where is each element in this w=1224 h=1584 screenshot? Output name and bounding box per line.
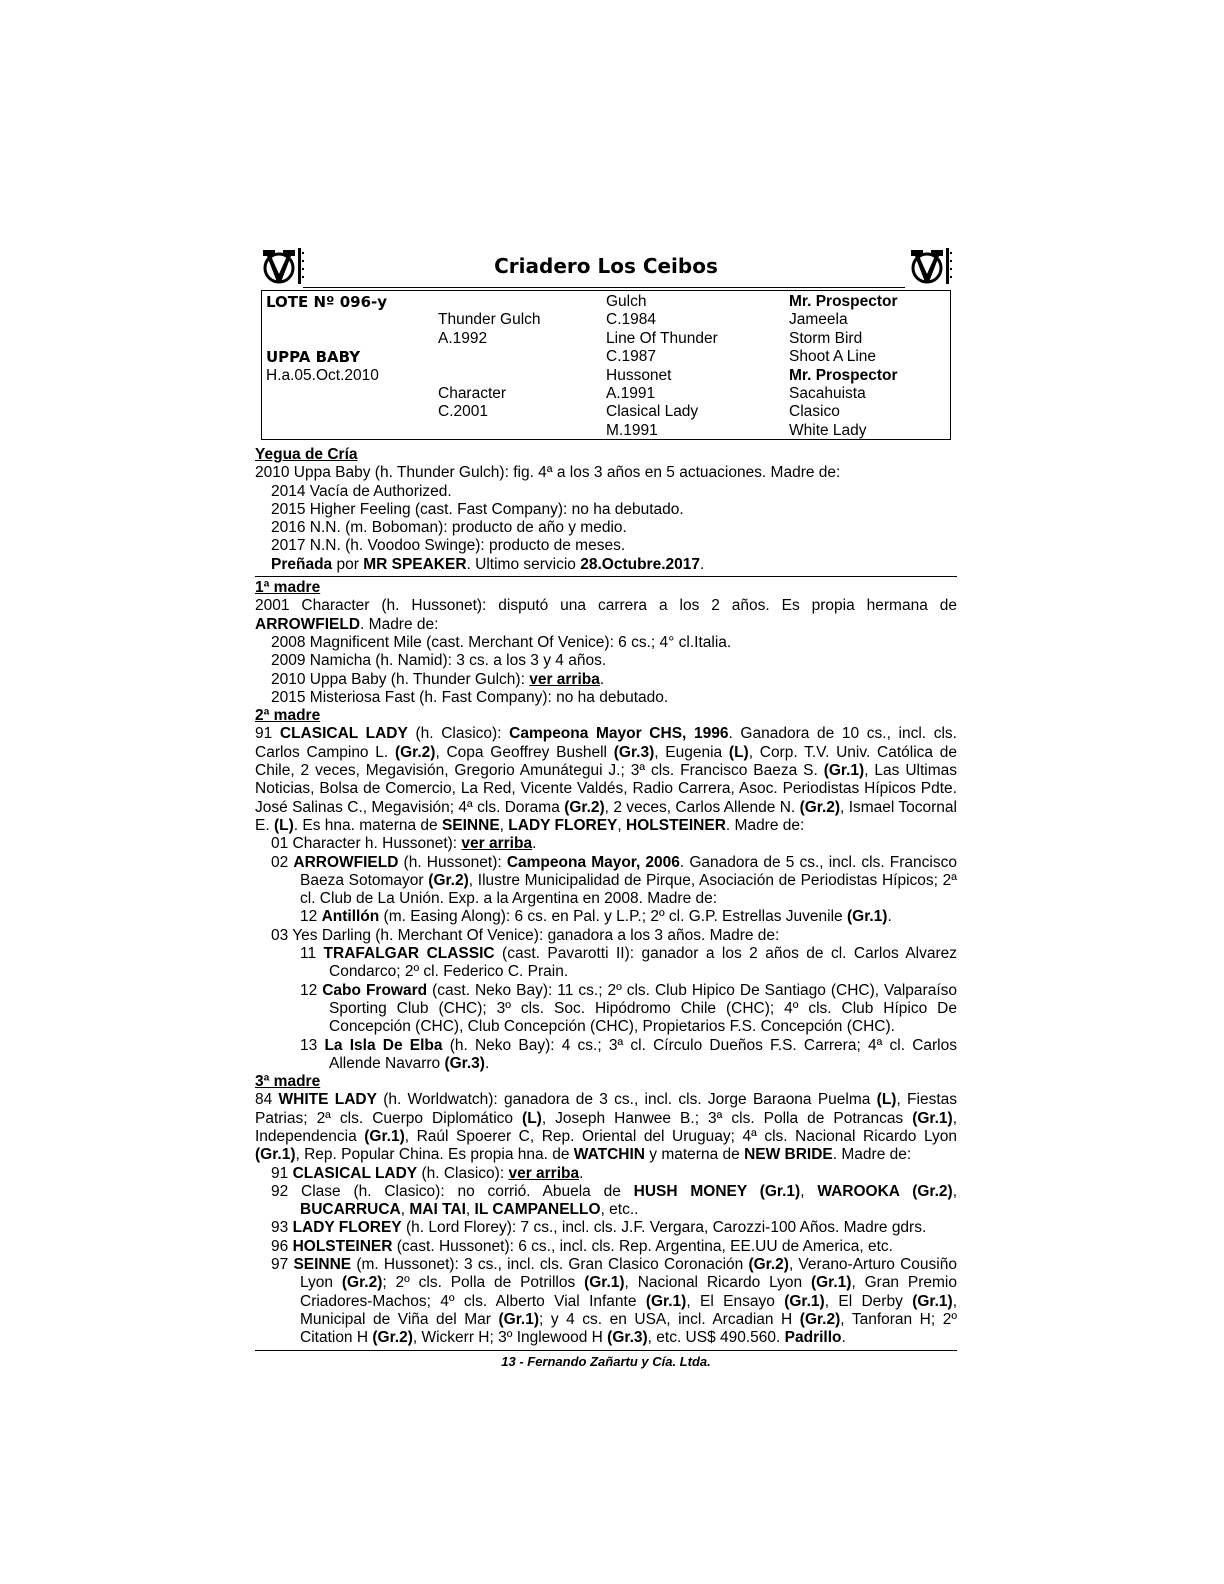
pedigree-cell: Shoot A Line [789,348,877,366]
page-header [255,240,957,290]
list-item: 01 Character h. Hussonet): ver arriba. [271,835,537,853]
list-item: 2014 Vacía de Authorized. [271,482,452,500]
pedigree-cell: C.1984 [606,311,656,329]
sire-info: A.1992 [438,329,488,347]
pedigree-col-grandparents [606,293,718,440]
list-item: 12 Antillón (m. Easing Along): 6 cs. en Pal. y L.P.; 2º cl. G.P. Estrellas Juvenile (Gr.1). [300,908,892,926]
pregnancy-line: Preñada por MR SPEAKER. Ultimo servicio 28.Octubre.2017. [271,555,705,573]
catalog-page [255,240,957,1371]
list-item: 2008 Magnificent Mile (cast. Merchant Of Venice): 6 cs.; 4° cl.Italia. [271,633,732,651]
pedigree-cell: Mr. Prospector [789,293,898,310]
pedigree-cell: Storm Bird [789,329,863,347]
list-item: 2009 Namicha (h. Namid): 3 cs. a los 3 y 4 años. [271,652,607,670]
dam-name: Character [438,384,507,402]
section-divider [255,576,957,577]
list-item: 12 Cabo Froward (cast. Neko Bay): 11 cs.; 2º cls. Club Hipico De Santiago (CHC), Valparaíso Sporting Club (CHC); 3º cls. Soc. Hipódromo Chile (CHC); 4º cls. Club Hípico De Concepción (CHC), Club Concepción (CHC), Propietarios F.S. Concepción (CHC). [300,981,958,1036]
list-item: 2015 Misteriosa Fast (h. Fast Company): no ha debutado. [271,688,669,706]
pedigree-cell: Clasical Lady [606,403,699,421]
pedigree-cell: C.1987 [606,348,656,366]
list-item: 03 Yes Darling (h. Merchant Of Venice): ganadora a los 3 años. Madre de: [271,926,780,944]
section-heading-madre2: 2ª madre [255,707,321,725]
pedigree-cell: Mr. Prospector [789,366,898,384]
pedigree-cell: Clasico [789,403,840,421]
list-item: 96 HOLSTEINER (cast. Hussonet): 6 cs., incl. cls. Rep. Argentina, EE.UU de America, etc. [271,1237,893,1255]
list-item: 97 SEINNE (m. Hussonet): 3 cs., incl. cls. Gran Clasico Coronación (Gr.2), Verano-Arturo Cousiño Lyon (Gr.2); 2º cls. Polla de Potrillos (Gr.1), Nacional Ricardo Lyon (Gr.1), Gran Premio Criadores-Machos; 4º cls. Alberto Vial Infante (Gr.1), El Ensayo (Gr.1), El Derby (Gr.1), Municipal de Viña del Mar (Gr.1); y 4 cs. en USA, incl. Arcadian H (Gr.2), Tanforan H; 2º Citation H (Gr.2), Wickerr H; 3º Inglewood H (Gr.3), etc. US$ 490.560. Padrillo. [271,1256,957,1347]
list-item: 2015 Higher Feeling (cast. Fast Company): no ha debutado. [271,500,684,518]
pedigree-cell: White Lady [789,421,867,439]
list-item: 11 TRAFALGAR CLASSIC (cast. Pavarotti II): ganador a los 2 años de cl. Carlos Alvarez Condarco; 2º cl. Federico C. Prain. [300,945,957,981]
pedigree-cell: Jameela [789,311,848,329]
list-item: 02 ARROWFIELD (h. Hussonet): Campeona Mayor, 2006. Ganadora de 5 cs., incl. cls. Francisco Baeza Sotomayor (Gr.2), Ilustre Municipalidad de Pirque, Asociación de Periodistas Hípicos; 2ª cl. Club de La Unión. Exp. a la Argentina en 2008. Madre de: [271,853,957,908]
pedigree-cell: Gulch [606,293,647,310]
catalog-body [255,446,957,1371]
lot-number: LOTE Nº 096-y [266,293,388,311]
footer-divider [255,1350,957,1351]
horse-name: UPPA BABY [266,348,361,367]
section-heading-madre1: 1ª madre [255,579,321,597]
list-item: 2016 N.N. (m. Boboman): producto de año y medio. [271,519,627,537]
yegua-intro: 2010 Uppa Baby (h. Thunder Gulch): fig. 4ª a los 3 años en 5 actuaciones. Madre de: [255,464,841,482]
list-item: 13 La Isla De Elba (h. Neko Bay): 4 cs.; 3ª cl. Círculo Dueños F.S. Carrera; 4ª cl. Carlos Allende Navarro (Gr.3). [300,1036,957,1072]
madre2-intro: 91 CLASICAL LADY (h. Clasico): Campeona Mayor CHS, 1996. Ganadora de 10 cs., incl. cls. Carlos Campino L. (Gr.2), Copa Geoffrey Bushell (Gr.3), Eugenia (L), Corp. T.V. Univ. Católica de Chile, 2 veces, Megavisión, Gregorio Amunátegui J.; 3ª cls. Francisco Baeza S. (Gr.1), Las Ultimas Noticias, Bolsa de Comercio, La Red, Vicente Valdés, Radio Carrera, Asoc. Periodistas Hípicos Pdte. José Salinas C., Megavisión; 4ª cls. Dorama (Gr.2), 2 veces, Carlos Allende N. (Gr.2), Ismael Tocornal E. (L). Es hna. materna de SEINNE, LADY FLOREY, HOLSTEINER. Madre de: [255,725,957,834]
madre3-intro: 84 WHITE LADY (h. Worldwatch): ganadora de 3 cs., incl. cls. Jorge Baraona Puelma (L), Fiestas Patrias; 2ª cls. Cuerpo Diplomático (L), Joseph Hanwee B.; 3ª cls. Polla de Potrancas (Gr.1), Independencia (Gr.1), Raúl Spoerer C, Rep. Oriental del Uruguay; 4ª cls. Nacional Ricardo Lyon (Gr.1), Rep. Popular China. Es propia hna. de WATCHIN y materna de NEW BRIDE. Madre de: [255,1091,957,1164]
list-item: 92 Clase (h. Clasico): no corrió. Abuela de HUSH MONEY (Gr.1), WAROOKA (Gr.2), BUCARRUCA, MAI TAI, IL CAMPANELLO, etc.. [271,1182,957,1219]
section-heading-yegua: Yegua de Cría [255,446,358,463]
header-divider [303,287,905,288]
ver-arriba-link[interactable]: ver arriba [529,670,600,688]
breeder-logo-right [905,244,953,288]
pedigree-cell: Sacahuista [789,384,866,402]
pedigree-cell: M.1991 [606,421,658,439]
section-heading-madre3: 3ª madre [255,1073,321,1091]
page-title: Criadero Los Ceibos [494,254,718,278]
list-item: 93 LADY FLOREY (h. Lord Florey): 7 cs., incl. cls. J.F. Vergara, Carozzi-100 Años. Madre gdrs. [271,1219,927,1237]
pedigree-col-great-grandparents [789,293,898,440]
pedigree-cell: Line Of Thunder [606,329,718,347]
pedigree-cell: Hussonet [606,366,672,384]
pedigree-cell: A.1991 [606,384,656,402]
list-item: 91 CLASICAL LADY (h. Clasico): ver arriba. [271,1164,584,1182]
sire-name: Thunder Gulch [438,311,541,329]
pedigree-table [261,290,951,440]
madre1-intro: 2001 Character (h. Hussonet): disputó una carrera a los 2 años. Es propia hermana de ARROWFIELD. Madre de: [255,597,957,633]
ver-arriba-link[interactable]: ver arriba [508,1164,580,1182]
list-item: 2017 N.N. (h. Voodoo Swinge): producto de meses. [271,537,626,555]
ver-arriba-link[interactable]: ver arriba [461,835,533,853]
pedigree-col-horse [266,293,387,385]
dam-info: C.2001 [438,403,488,421]
list-item: 2010 Uppa Baby (h. Thunder Gulch): ver arriba. [271,670,605,688]
horse-info: H.a.05.Oct.2010 [266,366,379,384]
pedigree-col-parents [438,293,541,422]
page-footer: 13 - Fernando Zañartu y Cía. Ltda. [501,1353,711,1369]
